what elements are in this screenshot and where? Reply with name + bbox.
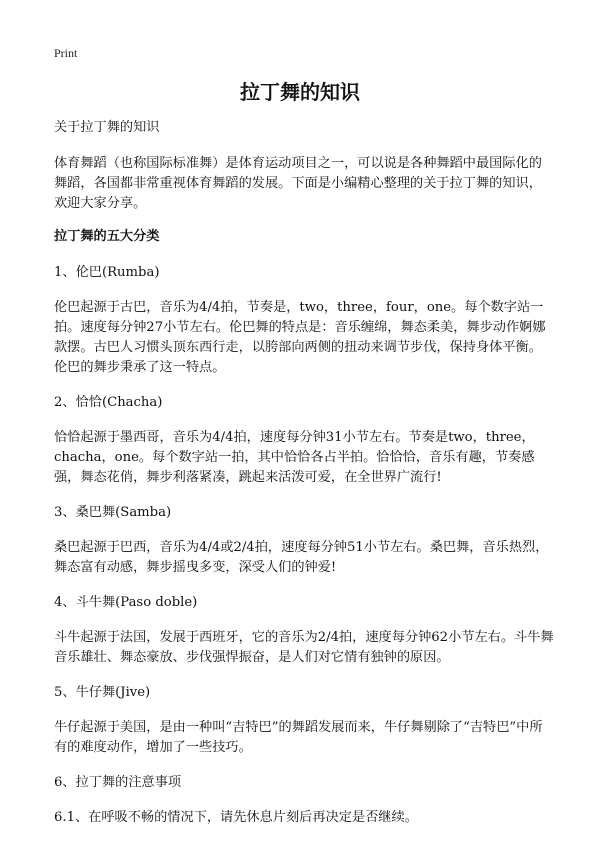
section-heading: 拉丁舞的五大分类 [54, 229, 160, 244]
item-heading-rumba: 1、伦巴(Rumba) [54, 265, 160, 280]
item-heading-samba: 3、桑巴舞(Samba) [54, 505, 172, 520]
item-body-samba: 桑巴起源于巴西，音乐为4/4或2/4拍，速度每分钟51小节左右。桑巴舞，音乐热烈，舞态富有动感，舞步摇曳多变，深受人们的钟爱! [54, 540, 549, 575]
item-heading-jive: 5、牛仔舞(Jive) [54, 685, 151, 700]
item-heading-paso-doble: 4、斗牛舞(Paso doble) [54, 595, 198, 610]
article-content [54, 118, 554, 843]
item-heading-precautions: 6、拉丁舞的注意事项 [54, 775, 182, 790]
item-heading-chacha: 2、恰恰(Chacha) [54, 395, 163, 410]
item-body-precautions: 6.1、在呼吸不畅的情况下，请先休息片刻后再决定是否继续。 [54, 810, 418, 825]
intro-paragraph: 体育舞蹈（也称国际标准舞）是体育运动项目之一，可以说是各种舞蹈中最国际化的舞蹈，各国都非常重视体育舞蹈的发展。下面是小编精心整理的关于拉丁舞的知识，欢迎大家分享。 [54, 156, 542, 211]
article-subtitle: 关于拉丁舞的知识 [54, 120, 160, 135]
print-link[interactable]: Print [54, 46, 78, 60]
item-body-rumba: 伦巴起源于古巴，音乐为4/4拍，节奏是，two，three，four，one。每个数字站一拍。速度每分钟27小节左右。伦巴舞的特点是：音乐缠绵，舞态柔美，舞步动作婀娜款摆。古巴人习惯头顶东西行走，以胯部向两侧的扭动来调节步伐，保持身体平衡。伦巴的舞步秉承了这一特点。 [54, 300, 546, 375]
page-title: 拉丁舞的知识 [240, 80, 360, 104]
item-body-chacha: 恰恰起源于墨西哥，音乐为4/4拍，速度每分钟31小节左右。节奏是two，three，chacha，one。每个数字站一拍，其中恰恰各占半拍。恰恰恰，音乐有趣，节奏感强，舞态花俏，舞步利落紧凑，跳起来活泼可爱，在全世界广流行! [54, 430, 535, 485]
item-body-paso-doble: 斗牛起源于法国，发展于西班牙，它的音乐为2/4拍，速度每分钟62小节左右。斗牛舞音乐雄壮、舞态豪放、步伐强悍振奋，是人们对它情有独钟的原因。 [54, 630, 554, 665]
item-body-jive: 牛仔起源于美国，是由一种叫“吉特巴”的舞蹈发展而来，牛仔舞剔除了“吉特巴”中所有的难度动作，增加了一些技巧。 [54, 720, 543, 755]
